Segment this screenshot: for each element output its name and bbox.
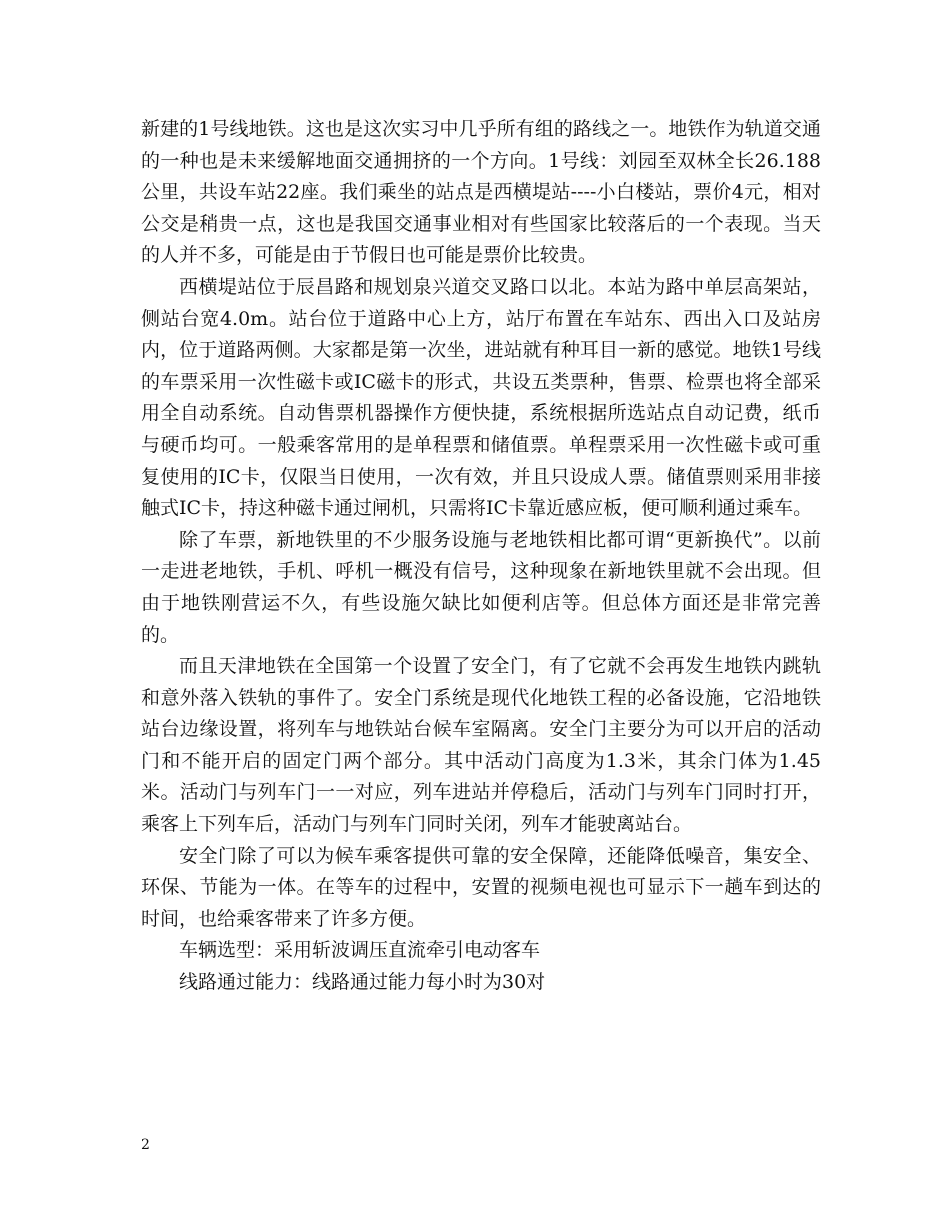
- body-text: [141, 114, 821, 999]
- paragraph-1: 新建的1号线地铁。这也是这次实习中几乎所有组的路线之一。地铁作为轨道交通的一种也是未来缓解地面交通拥挤的一个方向。1号线：刘园至双林全长26.188公里，共设车站22座。我们乘坐的站点是西横堤站----小白楼站，票价4元，相对公交是稍贵一点，这也是我国交通事业相对有些国家比较落后的一个表现。当天的人并不多，可能是由于节假日也可能是票价比较贵。: [141, 118, 821, 267]
- paragraph-vehicle-type: 车辆选型：采用斩波调压直流牵引电动客车: [179, 939, 541, 962]
- paragraph-5: 安全门除了可以为候车乘客提供可靠的安全保障，还能降低噪音，集安全、环保、节能为一体。在等车的过程中，安置的视频电视也可显示下一趟车到达的时间，也给乘客带来了许多方便。: [141, 844, 821, 930]
- page-number: 2: [141, 1137, 150, 1153]
- paragraph-2: 西横堤站位于辰昌路和规划泉兴道交叉路口以北。本站为路中单层高架站，侧站台宽4.0m。站台位于道路中心上方，站厅布置在车站东、西出入口及站房内，位于道路两侧。大家都是第一次坐，进站就有种耳目一新的感觉。地铁1号线的车票采用一次性磁卡或IC磁卡的形式，共设五类票种，售票、检票也将全部采用全自动系统。自动售票机器操作方便快捷，系统根据所选站点自动记费，纸币与硬币均可。一般乘客常用的是单程票和储值票。单程票采用一次性磁卡或可重复使用的IC卡，仅限当日使用，一次有效，并且只设成人票。储值票则采用非接触式IC卡，持这种磁卡通过闸机，只需将IC卡靠近感应板，便可顺利通过乘车。: [141, 275, 821, 520]
- paragraph-line-capacity: 线路通过能力：线路通过能力每小时为30对: [179, 971, 546, 994]
- paragraph-4: 而且天津地铁在全国第一个设置了安全门，有了它就不会再发生地铁内跳轨和意外落入铁轨的事件了。安全门系统是现代化地铁工程的必备设施，它沿地铁站台边缘设置，将列车与地铁站台候车室隔离。安全门主要分为可以开启的活动门和不能开启的固定门两个部分。其中活动门高度为1.3米，其余门体为1.45米。活动门与列车门一一对应，列车进站并停稳后，活动门与列车门同时打开，乘客上下列车后，活动门与列车门同时关闭，列车才能驶离站台。: [141, 655, 821, 836]
- paragraph-3: 除了车票，新地铁里的不少服务设施与老地铁相比都可谓“更新换代”。以前一走进老地铁，手机、呼机一概没有信号，这种现象在新地铁里就不会出现。但由于地铁刚营运不久，有些设施欠缺比如便利店等。但总体方面还是非常完善的。: [141, 528, 821, 646]
